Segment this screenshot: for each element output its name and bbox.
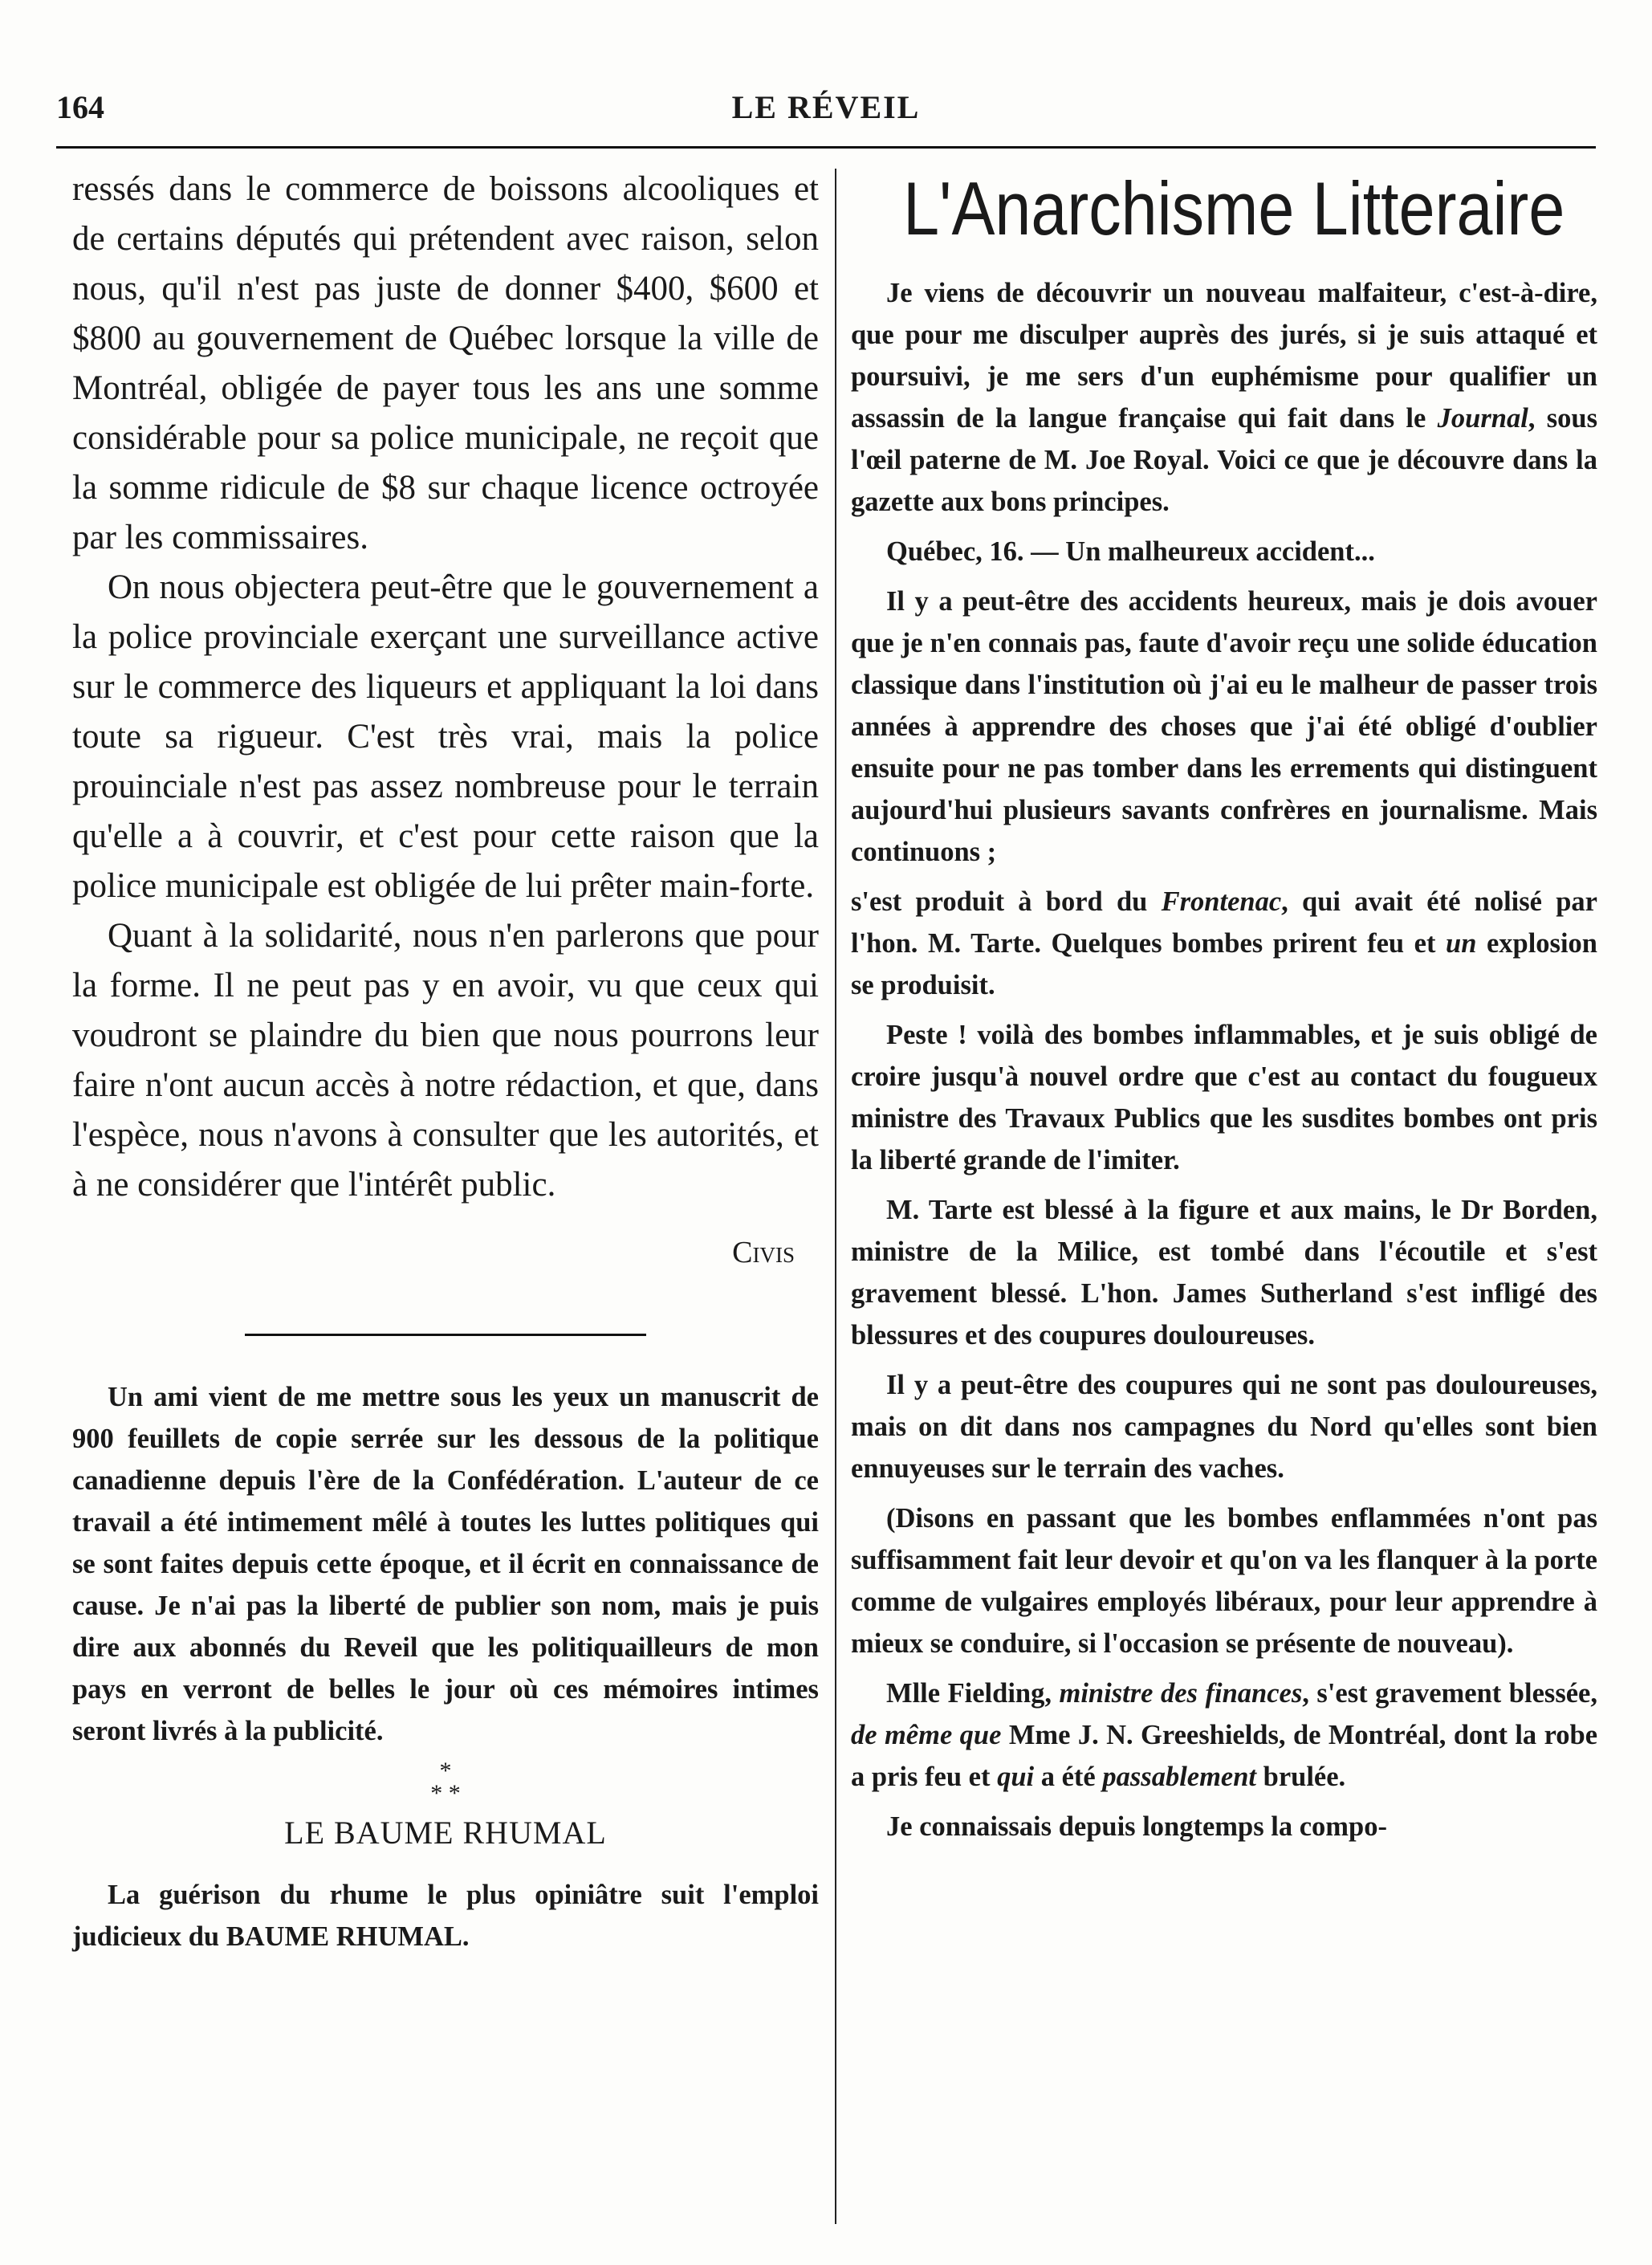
article-title: L'Anarchisme Litteraire — [903, 166, 1565, 251]
emphasis: Frontenac — [1161, 886, 1282, 917]
paragraph: Peste ! voilà des bombes inflammables, et je suis obligé de croire jusqu'à nouvel ordre que c'est au contact du fougueux ministre des Travaux Publics que les susdites bombes ont pris la liberté grande de l'imiter. — [851, 1020, 1597, 1175]
paragraph: Il y a peut-être des accidents heureux, mais je dois avouer que je n'en connais pas, faute d'avoir reçu une solide éducation classique dans l'institution où j'ai eu le malheur de passer trois années à apprendre des choses que j'ai été obligé d'oublier ensuite pour ne pas tomber dans les errements qui distinguent aujourd'hui plusieurs savants confrères en journalisme. Mais continuons ; — [851, 586, 1597, 867]
notice-paragraph: Un ami vient de me mettre sous les yeux un manuscrit de 900 feuillets de copie serrée sur les dessous de la politique canadienne depuis l'ère de la Confédération. L'auteur de ce travail a été intimement mêlé à toutes les luttes politiques qui se sont faites depuis cette époque, et il écrit en connaissance de cause. Je n'ai pas la liberté de publier son nom, mais je puis dire aux abonnés du Reveil que les politiquailleurs de mon pays en verront de belles le jour où ces mémoires intimes seront livrés à la publicité. — [72, 1382, 819, 1746]
paragraph: (Disons en passant que les bombes enflammées n'ont pas suffisamment fait leur devoir et qu'on va les flanquer à la porte comme de vulgaires employés libéraux, pour leur apprendre à mieux se conduire, si l'occasion se présente de nouveau). — [851, 1503, 1597, 1659]
emphasis: ministre des finances — [1059, 1678, 1303, 1709]
editorial-text — [72, 165, 819, 1277]
page-header — [56, 88, 1596, 136]
paragraph: Mlle Fielding, ministre des finances, s'est gravement blessée, de même que Mme J. N. Greeshields, de Montréal, dont la robe a pris feu et qui a été passablement brulée. — [851, 1678, 1598, 1792]
notice-text — [72, 1376, 819, 1752]
right-column — [851, 165, 1597, 1856]
left-column — [72, 165, 819, 1966]
header-rule — [56, 146, 1596, 149]
emphasis: passablement — [1102, 1762, 1257, 1792]
section-rule — [245, 1334, 646, 1336]
page-number: 164 — [56, 89, 104, 125]
emphasis: Journal — [1437, 403, 1528, 434]
asterism: * * * — [430, 1758, 461, 1807]
paragraph: ressés dans le commerce de boissons alcooliques et de certains députés qui prétendent avec raison, selon nous, qu'il n'est pas juste de donner $400, $600 et $800 au gouvernement de Québec lorsque la ville de Montréal, obligée de payer tous les ans une somme considérable pour sa police municipale, ne reçoit que la somme ridicule de $8 sur chaque licence octroyée par les commissaires. — [72, 170, 819, 556]
emphasis: de même que — [851, 1720, 1002, 1750]
emphasis: qui — [997, 1762, 1035, 1792]
article-body — [851, 272, 1597, 1847]
ad-text-block — [72, 1874, 819, 1957]
signature: Civis — [732, 1236, 795, 1269]
paragraph: M. Tarte est blessé à la figure et aux mains, le Dr Borden, ministre de la Milice, est tombé dans l'écoutile et s'est gravement blessé. L'hon. James Sutherland s'est infligé des blessures et des coupures douloureuses. — [851, 1195, 1597, 1350]
running-title: LE RÉVEIL — [731, 89, 921, 125]
paragraph: Quant à la solidarité, nous n'en parlerons que pour la forme. Il ne peut pas y en avoir, vu que ceux qui voudront se plaindre du bien que nous pourrons leur faire n'ont aucun accès à notre rédaction, et que, dans l'espèce, nous n'avons à consulter que les autorités, et à ne considérer que l'intérêt public. — [72, 917, 819, 1204]
ad-title: LE BAUME RHUMAL — [284, 1815, 607, 1851]
paragraph: Je connaissais depuis longtemps la compo- — [886, 1811, 1387, 1842]
paragraph: Je viens de découvrir un nouveau malfaiteur, c'est-à-dire, que pour me disculper auprès des jurés, si je suis attaqué et poursuivi, je me sers d'un euphémisme pour qualifier un assassin de la langue française qui fait dans le Journal, sous l'œil paterne de M. Joe Royal. Voici ce que je découvre dans la gazette aux bons principes. — [851, 278, 1598, 517]
column-divider — [835, 169, 836, 2224]
paragraph: On nous objectera peut-être que le gouvernement a la police provinciale exerçant une surveillance active sur le commerce des liqueurs et appliquant la loi dans toute sa rigueur. C'est très vrai, mais la police prouinciale n'est pas assez nombreuse pour le terrain qu'elle a à couvrir, et c'est pour cette raison que la police municipale est obligée de lui prêter main-forte. — [72, 568, 819, 905]
dateline: Québec, 16. — Un malheureux accident... — [886, 536, 1375, 567]
ad-text: La guérison du rhume le plus opiniâtre suit l'emploi judicieux du BAUME RHUMAL. — [72, 1880, 819, 1952]
paragraph: Il y a peut-être des coupures qui ne sont pas douloureuses, mais on dit dans nos campagnes du Nord qu'elles sont bien ennuyeuses sur le terrain des vaches. — [851, 1370, 1597, 1484]
emphasis: un — [1446, 928, 1477, 959]
paragraph: s'est produit à bord du Frontenac, qui avait été nolisé par l'hon. M. Tarte. Quelques bombes prirent feu et un explosion se produisit. — [851, 886, 1597, 1000]
